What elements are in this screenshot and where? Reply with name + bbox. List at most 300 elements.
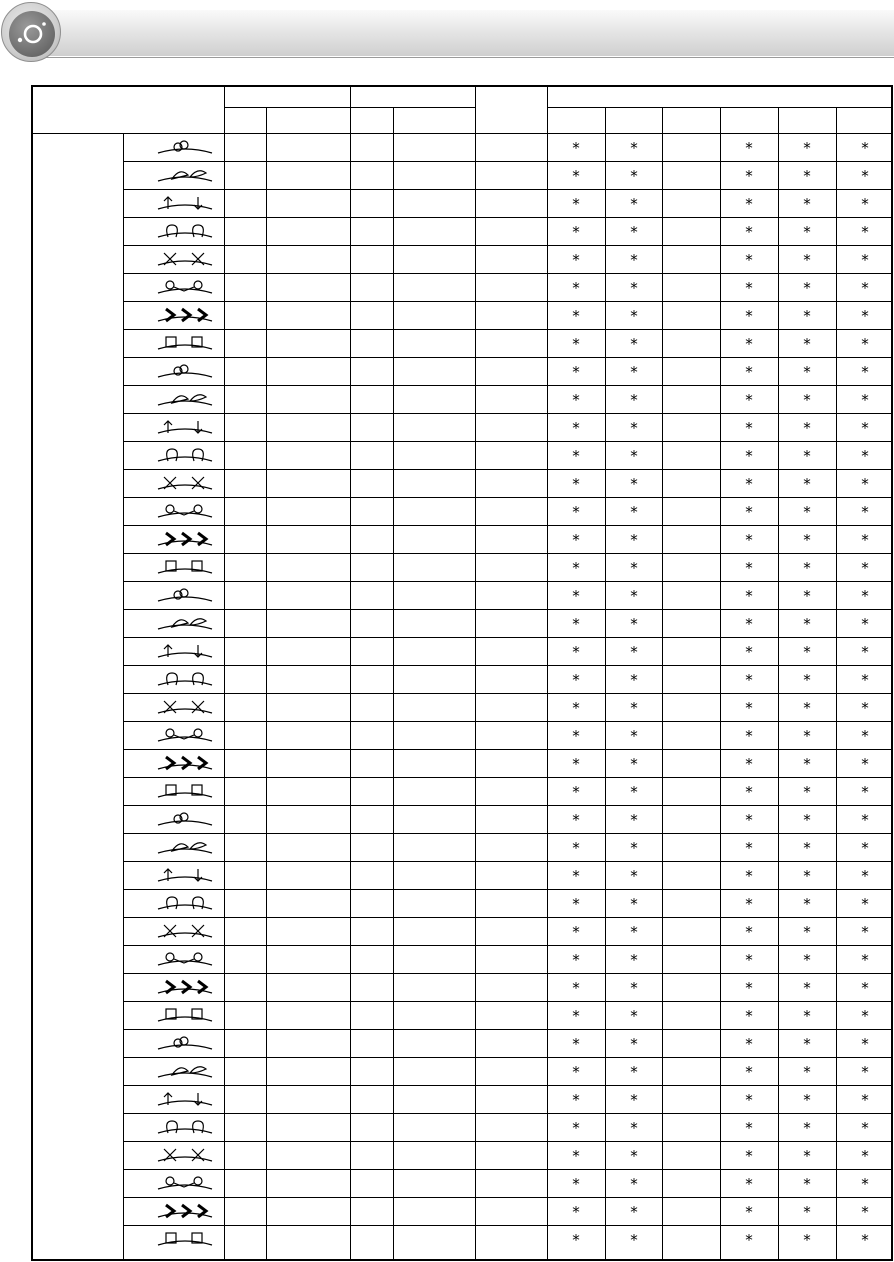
star-mark: * bbox=[572, 895, 580, 913]
star-mark: * bbox=[861, 307, 869, 325]
star-mark: * bbox=[861, 839, 869, 857]
star-mark: * bbox=[572, 923, 580, 941]
star-mark: * bbox=[745, 643, 753, 661]
star-mark: * bbox=[861, 363, 869, 381]
star-mark: * bbox=[572, 531, 580, 549]
star-mark: * bbox=[630, 335, 638, 353]
star-mark: * bbox=[630, 1007, 638, 1025]
star-mark: * bbox=[630, 979, 638, 997]
row-divider bbox=[123, 665, 892, 666]
pattern-cell bbox=[124, 1113, 224, 1141]
star-mark: * bbox=[861, 279, 869, 297]
star-mark: * bbox=[630, 195, 638, 213]
star-mark: * bbox=[630, 1091, 638, 1109]
row-divider bbox=[123, 777, 892, 778]
row-divider bbox=[123, 525, 892, 526]
star-mark: * bbox=[861, 699, 869, 717]
star-mark: * bbox=[630, 923, 638, 941]
leaf-tulip-icon bbox=[154, 443, 216, 467]
row-divider bbox=[123, 1225, 892, 1226]
star-mark: * bbox=[572, 167, 580, 185]
pattern-cell bbox=[124, 525, 224, 553]
star-mark: * bbox=[572, 1063, 580, 1081]
col-divider-minor-4 bbox=[720, 107, 721, 1259]
single-leaf-icon bbox=[154, 695, 216, 719]
star-mark: * bbox=[745, 1175, 753, 1193]
star-mark: * bbox=[803, 643, 811, 661]
star-mark: * bbox=[745, 699, 753, 717]
star-mark: * bbox=[803, 1063, 811, 1081]
star-mark: * bbox=[861, 671, 869, 689]
fire-truck-icon bbox=[154, 1143, 216, 1167]
star-mark: * bbox=[803, 671, 811, 689]
row-divider bbox=[123, 833, 892, 834]
star-mark: * bbox=[745, 531, 753, 549]
star-mark: * bbox=[803, 1231, 811, 1249]
pattern-cell bbox=[124, 273, 224, 301]
bow-vine-icon bbox=[154, 247, 216, 271]
star-mark: * bbox=[630, 615, 638, 633]
star-mark: * bbox=[572, 447, 580, 465]
star-mark: * bbox=[630, 503, 638, 521]
star-mark: * bbox=[803, 139, 811, 157]
star-mark: * bbox=[572, 979, 580, 997]
star-mark: * bbox=[572, 615, 580, 633]
star-mark: * bbox=[861, 419, 869, 437]
star-mark: * bbox=[745, 1203, 753, 1221]
star-mark: * bbox=[803, 223, 811, 241]
pattern-cell bbox=[124, 553, 224, 581]
butterfly-solid-icon bbox=[154, 611, 216, 635]
star-mark: * bbox=[861, 727, 869, 745]
star-mark: * bbox=[745, 363, 753, 381]
star-mark: * bbox=[803, 811, 811, 829]
star-mark: * bbox=[803, 1035, 811, 1053]
pattern-cell bbox=[124, 665, 224, 693]
star-mark: * bbox=[861, 335, 869, 353]
star-mark: * bbox=[803, 867, 811, 885]
star-mark: * bbox=[630, 307, 638, 325]
star-mark: * bbox=[572, 1147, 580, 1165]
star-mark: * bbox=[861, 1175, 869, 1193]
row-divider bbox=[123, 553, 892, 554]
row-divider bbox=[123, 1197, 892, 1198]
star-mark: * bbox=[745, 979, 753, 997]
col-divider-minor-1 bbox=[393, 107, 394, 1259]
star-mark: * bbox=[745, 335, 753, 353]
star-mark: * bbox=[803, 531, 811, 549]
car-icon bbox=[154, 1199, 216, 1223]
row-divider bbox=[123, 1085, 892, 1086]
star-mark: * bbox=[572, 559, 580, 577]
star-mark: * bbox=[745, 867, 753, 885]
row-divider bbox=[123, 245, 892, 246]
pattern-cell bbox=[124, 217, 224, 245]
star-mark: * bbox=[803, 755, 811, 773]
row-divider bbox=[123, 1141, 892, 1142]
lotus-row-icon bbox=[154, 1031, 216, 1055]
star-mark: * bbox=[745, 587, 753, 605]
star-mark: * bbox=[572, 1203, 580, 1221]
star-mark: * bbox=[572, 755, 580, 773]
star-mark: * bbox=[572, 335, 580, 353]
pattern-cell bbox=[124, 357, 224, 385]
star-mark: * bbox=[861, 1091, 869, 1109]
star-mark: * bbox=[745, 419, 753, 437]
arrow-sprig-icon bbox=[154, 191, 216, 215]
star-mark: * bbox=[803, 447, 811, 465]
row-divider bbox=[123, 749, 892, 750]
col-divider-major-3 bbox=[547, 85, 548, 1259]
row-divider bbox=[123, 329, 892, 330]
pattern-cell bbox=[124, 133, 224, 161]
dashed-leaf-icon bbox=[154, 359, 216, 383]
sailboat-icon bbox=[154, 1227, 216, 1251]
star-mark: * bbox=[861, 251, 869, 269]
pattern-cell bbox=[124, 441, 224, 469]
star-mark: * bbox=[861, 503, 869, 521]
star-mark: * bbox=[861, 1231, 869, 1249]
star-mark: * bbox=[745, 1091, 753, 1109]
star-mark: * bbox=[745, 503, 753, 521]
star-mark: * bbox=[572, 1231, 580, 1249]
star-mark: * bbox=[861, 531, 869, 549]
star-mark: * bbox=[803, 391, 811, 409]
star-mark: * bbox=[745, 727, 753, 745]
star-mark: * bbox=[803, 307, 811, 325]
star-mark: * bbox=[745, 391, 753, 409]
star-mark: * bbox=[861, 559, 869, 577]
row-divider bbox=[123, 693, 892, 694]
star-mark: * bbox=[745, 951, 753, 969]
star-mark: * bbox=[630, 363, 638, 381]
col-divider-minor-0 bbox=[266, 107, 267, 1259]
star-mark: * bbox=[803, 167, 811, 185]
star-mark: * bbox=[745, 251, 753, 269]
star-mark: * bbox=[861, 587, 869, 605]
star-mark: * bbox=[745, 811, 753, 829]
arch-petal-icon bbox=[154, 975, 216, 999]
star-mark: * bbox=[572, 867, 580, 885]
star-mark: * bbox=[745, 923, 753, 941]
star-mark: * bbox=[630, 867, 638, 885]
star-mark: * bbox=[861, 1147, 869, 1165]
star-mark: * bbox=[630, 951, 638, 969]
row-divider bbox=[123, 469, 892, 470]
star-mark: * bbox=[861, 475, 869, 493]
ivy-leaf-icon bbox=[154, 779, 216, 803]
star-mark: * bbox=[803, 251, 811, 269]
star-mark: * bbox=[745, 475, 753, 493]
pattern-cell bbox=[124, 1057, 224, 1085]
star-mark: * bbox=[803, 979, 811, 997]
star-mark: * bbox=[572, 503, 580, 521]
row-divider bbox=[123, 581, 892, 582]
star-mark: * bbox=[861, 615, 869, 633]
star-mark: * bbox=[572, 839, 580, 857]
star-mark: * bbox=[572, 1091, 580, 1109]
star-mark: * bbox=[572, 1119, 580, 1137]
star-mark: * bbox=[630, 1203, 638, 1221]
star-mark: * bbox=[803, 615, 811, 633]
star-mark: * bbox=[803, 923, 811, 941]
star-mark: * bbox=[572, 1007, 580, 1025]
star-mark: * bbox=[861, 167, 869, 185]
row-divider bbox=[123, 497, 892, 498]
pattern-cell bbox=[124, 833, 224, 861]
star-mark: * bbox=[861, 643, 869, 661]
row-divider bbox=[123, 1057, 892, 1058]
pattern-cell bbox=[124, 777, 224, 805]
star-mark: * bbox=[803, 335, 811, 353]
table-border-top bbox=[31, 85, 892, 87]
star-mark: * bbox=[572, 195, 580, 213]
star-mark: * bbox=[803, 951, 811, 969]
table-border-bottom bbox=[31, 1259, 892, 1261]
pattern-cell bbox=[124, 385, 224, 413]
star-mark: * bbox=[745, 447, 753, 465]
row-divider bbox=[123, 805, 892, 806]
star-mark: * bbox=[630, 727, 638, 745]
pattern-cell bbox=[124, 721, 224, 749]
star-mark: * bbox=[803, 475, 811, 493]
star-mark: * bbox=[630, 1231, 638, 1249]
col-divider-minor-2 bbox=[605, 107, 606, 1259]
table-border-left bbox=[31, 85, 33, 1261]
star-mark: * bbox=[572, 811, 580, 829]
star-mark: * bbox=[630, 839, 638, 857]
butterfly-outline-icon bbox=[154, 639, 216, 663]
col-divider-major-0 bbox=[224, 85, 225, 1259]
pattern-cell bbox=[124, 1001, 224, 1029]
star-mark: * bbox=[572, 251, 580, 269]
pattern-cell bbox=[124, 1141, 224, 1169]
row-divider bbox=[123, 217, 892, 218]
row-divider bbox=[123, 441, 892, 442]
star-mark: * bbox=[630, 811, 638, 829]
col-divider-major-2 bbox=[475, 85, 476, 1259]
row-divider bbox=[123, 945, 892, 946]
knot-chain-icon bbox=[154, 891, 216, 915]
star-mark: * bbox=[572, 475, 580, 493]
star-mark: * bbox=[572, 699, 580, 717]
pattern-cell bbox=[124, 1197, 224, 1225]
flower-swirl-icon bbox=[154, 723, 216, 747]
row-divider bbox=[123, 301, 892, 302]
ribbon-bow-icon bbox=[154, 275, 216, 299]
daisy-row-icon bbox=[154, 1059, 216, 1083]
col-divider-minor-6 bbox=[836, 107, 837, 1259]
star-mark: * bbox=[861, 783, 869, 801]
star-mark: * bbox=[630, 643, 638, 661]
star-mark: * bbox=[630, 531, 638, 549]
star-mark: * bbox=[745, 755, 753, 773]
star-mark: * bbox=[861, 1007, 869, 1025]
pattern-cell bbox=[124, 637, 224, 665]
star-mark: * bbox=[745, 895, 753, 913]
star-mark: * bbox=[630, 587, 638, 605]
row-divider bbox=[123, 861, 892, 862]
star-mark: * bbox=[745, 279, 753, 297]
star-mark: * bbox=[803, 503, 811, 521]
star-mark: * bbox=[630, 279, 638, 297]
star-mark: * bbox=[803, 419, 811, 437]
pattern-cell bbox=[124, 245, 224, 273]
star-mark: * bbox=[861, 139, 869, 157]
star-mark: * bbox=[803, 363, 811, 381]
star-mark: * bbox=[745, 559, 753, 577]
star-mark: * bbox=[861, 195, 869, 213]
row-divider bbox=[123, 1001, 892, 1002]
row-divider bbox=[123, 637, 892, 638]
pattern-cell bbox=[124, 301, 224, 329]
row-divider bbox=[123, 385, 892, 386]
row-divider bbox=[123, 189, 892, 190]
butterfly-scroll-icon bbox=[154, 387, 216, 411]
star-mark: * bbox=[572, 951, 580, 969]
row-divider bbox=[123, 721, 892, 722]
star-mark: * bbox=[861, 1203, 869, 1221]
flower-garland-icon bbox=[154, 415, 216, 439]
star-mark: * bbox=[803, 699, 811, 717]
star-mark: * bbox=[803, 1175, 811, 1193]
star-mark: * bbox=[745, 223, 753, 241]
star-mark: * bbox=[803, 559, 811, 577]
star-mark: * bbox=[745, 195, 753, 213]
pattern-cell bbox=[124, 581, 224, 609]
star-mark: * bbox=[572, 643, 580, 661]
star-mark: * bbox=[803, 783, 811, 801]
pattern-cell bbox=[124, 1085, 224, 1113]
scroll-ornament-icon bbox=[154, 947, 216, 971]
leaf-loop-icon bbox=[154, 667, 216, 691]
star-mark: * bbox=[572, 783, 580, 801]
star-mark: * bbox=[572, 223, 580, 241]
star-mark: * bbox=[745, 139, 753, 157]
star-mark: * bbox=[803, 839, 811, 857]
row-divider bbox=[123, 161, 892, 162]
star-mark: * bbox=[572, 1035, 580, 1053]
star-mark: * bbox=[630, 699, 638, 717]
pattern-cell bbox=[124, 469, 224, 497]
star-mark: * bbox=[572, 363, 580, 381]
star-mark: * bbox=[630, 895, 638, 913]
star-mark: * bbox=[803, 727, 811, 745]
star-mark: * bbox=[803, 1147, 811, 1165]
star-mark: * bbox=[630, 1147, 638, 1165]
wave-cloud-icon bbox=[154, 1087, 216, 1111]
star-mark: * bbox=[572, 279, 580, 297]
pattern-cell bbox=[124, 497, 224, 525]
star-mark: * bbox=[630, 391, 638, 409]
star-mark: * bbox=[803, 895, 811, 913]
pattern-cell bbox=[124, 161, 224, 189]
star-mark: * bbox=[745, 1231, 753, 1249]
double-leaf-icon bbox=[154, 863, 216, 887]
star-mark: * bbox=[630, 1063, 638, 1081]
star-mark: * bbox=[572, 587, 580, 605]
rose-vine-icon bbox=[154, 499, 216, 523]
lizard-icon bbox=[154, 1115, 216, 1139]
bud-vine-icon bbox=[154, 527, 216, 551]
star-mark: * bbox=[630, 167, 638, 185]
pattern-cell bbox=[124, 609, 224, 637]
star-mark: * bbox=[803, 1007, 811, 1025]
star-mark: * bbox=[572, 671, 580, 689]
leaf-flower-cluster-icon bbox=[154, 471, 216, 495]
star-mark: * bbox=[803, 279, 811, 297]
star-mark: * bbox=[572, 727, 580, 745]
star-mark: * bbox=[630, 139, 638, 157]
pattern-cell bbox=[124, 945, 224, 973]
col-divider-minor-3 bbox=[662, 107, 663, 1259]
star-mark: * bbox=[572, 139, 580, 157]
star-mark: * bbox=[630, 1175, 638, 1193]
tulip-row-icon bbox=[154, 555, 216, 579]
star-mark: * bbox=[861, 951, 869, 969]
star-mark: * bbox=[861, 867, 869, 885]
row-divider bbox=[123, 889, 892, 890]
col-divider-major-1 bbox=[350, 85, 351, 1259]
leaf-vine-icon bbox=[154, 163, 216, 187]
col-divider-minor-5 bbox=[778, 107, 779, 1259]
grass-tuft-icon bbox=[154, 751, 216, 775]
star-mark: * bbox=[745, 615, 753, 633]
star-mark: * bbox=[572, 307, 580, 325]
star-mark: * bbox=[630, 1035, 638, 1053]
star-mark: * bbox=[745, 1147, 753, 1165]
star-mark: * bbox=[630, 671, 638, 689]
star-mark: * bbox=[861, 811, 869, 829]
heart-flower-icon bbox=[154, 583, 216, 607]
pattern-cell bbox=[124, 693, 224, 721]
heart-leaf-icon bbox=[154, 1003, 216, 1027]
star-mark: * bbox=[630, 475, 638, 493]
star-mark: * bbox=[745, 1035, 753, 1053]
star-mark: * bbox=[630, 559, 638, 577]
pattern-cell bbox=[124, 1225, 224, 1253]
star-mark: * bbox=[630, 419, 638, 437]
pattern-cell bbox=[124, 749, 224, 777]
star-mark: * bbox=[861, 1119, 869, 1137]
star-mark: * bbox=[745, 839, 753, 857]
star-mark: * bbox=[745, 671, 753, 689]
row-divider bbox=[123, 973, 892, 974]
flower-vine-icon bbox=[154, 135, 216, 159]
star-mark: * bbox=[630, 755, 638, 773]
star-mark: * bbox=[861, 447, 869, 465]
row-divider bbox=[123, 413, 892, 414]
pattern-cell bbox=[124, 189, 224, 217]
star-mark: * bbox=[861, 923, 869, 941]
pattern-cell bbox=[124, 1169, 224, 1197]
star-mark: * bbox=[861, 391, 869, 409]
star-mark: * bbox=[630, 1119, 638, 1137]
row-divider bbox=[123, 1029, 892, 1030]
star-mark: * bbox=[803, 1119, 811, 1137]
fern-branch-icon bbox=[154, 303, 216, 327]
star-mark: * bbox=[861, 895, 869, 913]
star-mark: * bbox=[572, 1175, 580, 1193]
star-mark: * bbox=[861, 1035, 869, 1053]
star-mark: * bbox=[803, 1091, 811, 1109]
solid-leaf-chevron-icon bbox=[154, 331, 216, 355]
star-mark: * bbox=[861, 1063, 869, 1081]
pattern-cell bbox=[124, 889, 224, 917]
oak-leaf-icon bbox=[154, 835, 216, 859]
star-mark: * bbox=[745, 1063, 753, 1081]
fern-pair-icon bbox=[154, 807, 216, 831]
